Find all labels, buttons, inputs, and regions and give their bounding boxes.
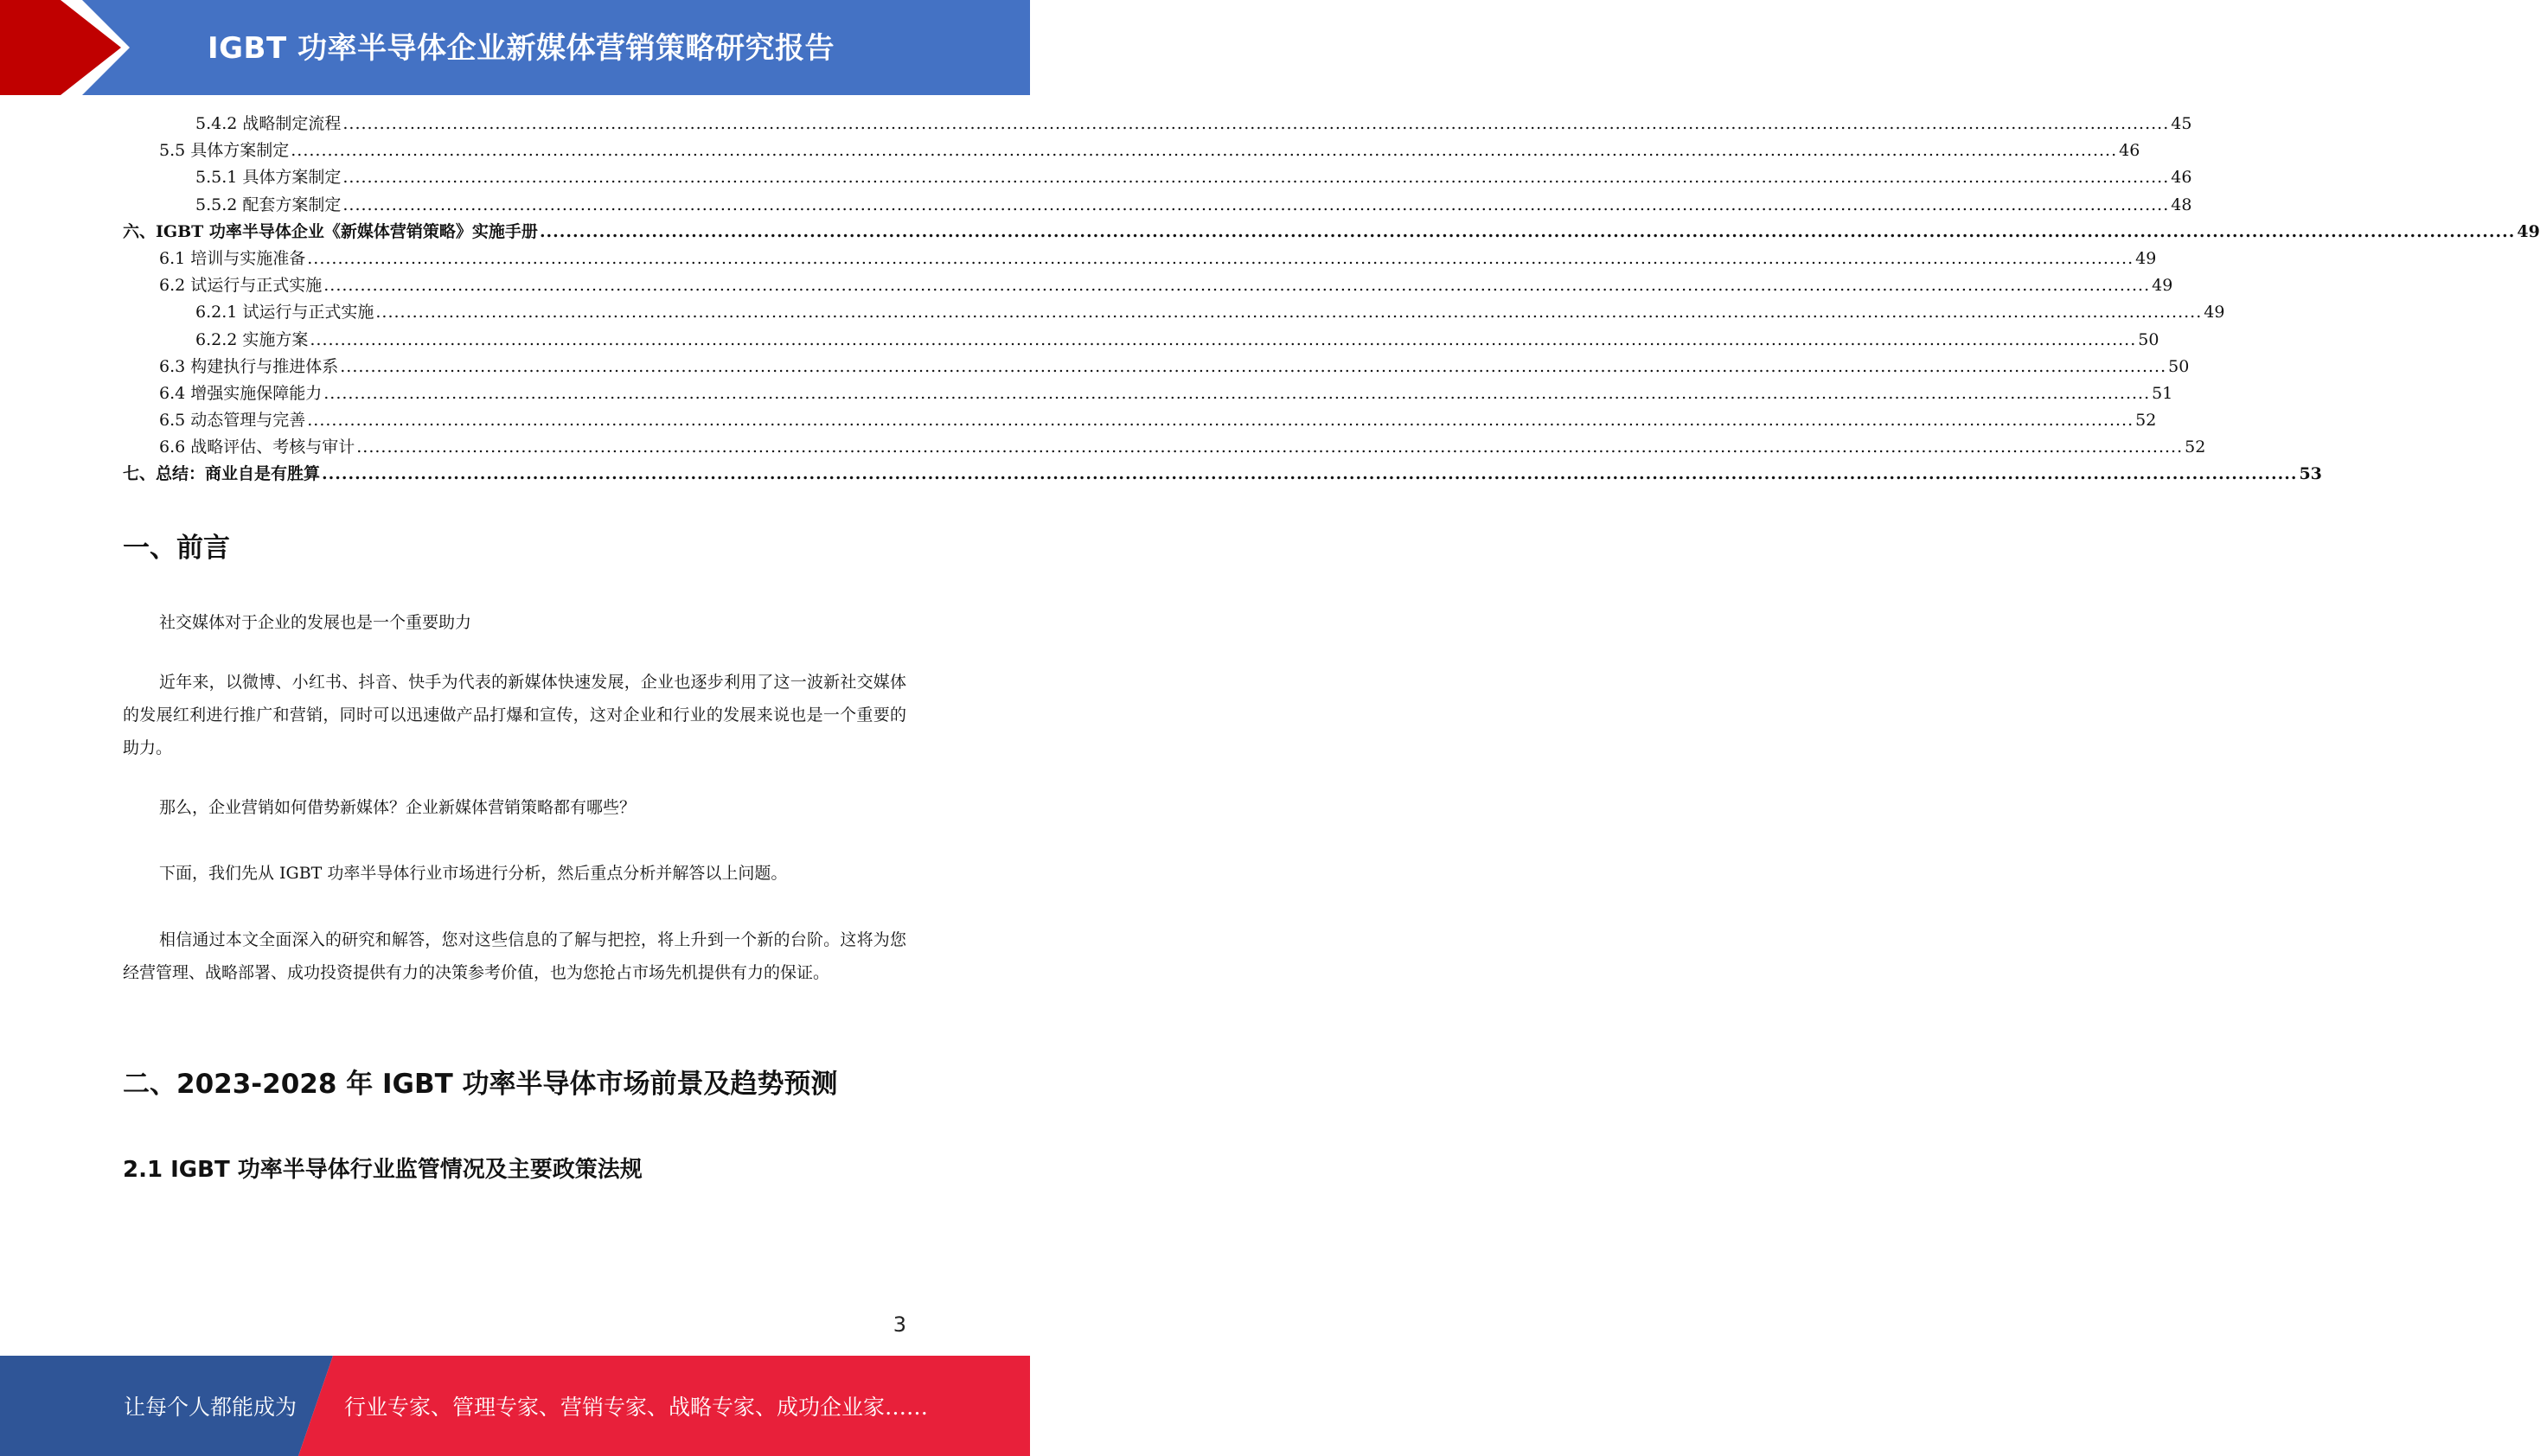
toc-entry[interactable] [123, 246, 2157, 272]
toc-entry-page: 45 [2171, 114, 2192, 133]
toc-entry-label: 5.5.2 配套方案制定 [195, 195, 342, 214]
toc-leader-dots: ............................................................................................................................................................................................................................................................................................................ [342, 195, 2170, 214]
toc-entry-label: 七、总结：商业自是有胜算 [123, 464, 321, 484]
toc-entry-page: 53 [2299, 464, 2322, 484]
toc-entry-page: 49 [2152, 276, 2173, 296]
toc-leader-dots: ............................................................................................................................................................................................................................................................................................................ [323, 383, 2151, 403]
table-of-contents [123, 111, 2540, 489]
toc-entry[interactable] [123, 192, 2192, 219]
page-number: 3 [893, 1312, 906, 1337]
paragraph: 社交媒体对于企业的发展也是一个重要助力 [159, 613, 472, 632]
toc-entry-label: 6.6 战略评估、考核与审计 [159, 437, 355, 457]
section-heading-preface: 一、前言 [123, 533, 230, 564]
toc-entry[interactable] [123, 164, 2192, 191]
toc-entry-page: 50 [2168, 356, 2190, 376]
toc-entry-page: 46 [2119, 141, 2140, 161]
toc-entry[interactable] [123, 327, 2159, 354]
toc-entry-page: 52 [2135, 411, 2157, 431]
toc-entry[interactable] [123, 380, 2173, 407]
toc-entry[interactable] [123, 111, 2192, 137]
toc-entry[interactable] [123, 137, 2140, 164]
toc-entry-page: 48 [2171, 195, 2192, 214]
toc-entry-label: 6.2 试运行与正式实施 [159, 276, 323, 296]
toc-entry[interactable] [123, 299, 2225, 326]
toc-entry-label: 5.4.2 战略制定流程 [195, 114, 342, 133]
section-heading-market-outlook: 二、2023-2028 年 IGBT 功率半导体市场前景及趋势预测 [123, 1069, 838, 1100]
toc-leader-dots: ............................................................................................................................................................................................................................................................................................................ [375, 303, 2203, 322]
toc-leader-dots: ............................................................................................................................................................................................................................................................................................................ [356, 437, 2184, 457]
toc-entry-label: 6.3 构建执行与推进体系 [159, 356, 339, 376]
toc-entry[interactable] [123, 272, 2173, 299]
toc-leader-dots: ............................................................................................................................................................................................................................................................................................................ [323, 276, 2151, 296]
toc-entry-page: 49 [2517, 221, 2540, 241]
toc-entry-page: 49 [2135, 248, 2157, 268]
toc-leader-dots: ............................................................................................................................................................................................................................................................................................................ [310, 329, 2137, 349]
page-header [0, 0, 1030, 95]
toc-leader-dots: ............................................................................................................................................................................................................................................................................................................ [342, 168, 2170, 188]
toc-leader-dots: ............................................................................................................................................................................................................................................................................................................ [307, 411, 2134, 431]
toc-entry-page: 46 [2171, 168, 2192, 188]
toc-entry-page: 49 [2204, 303, 2225, 322]
toc-entry-label: 6.2.1 试运行与正式实施 [195, 303, 374, 322]
toc-entry[interactable] [123, 434, 2206, 461]
toc-entry[interactable] [123, 461, 2322, 488]
paragraph: 那么，企业营销如何借势新媒体？企业新媒体营销策略都有哪些？ [159, 798, 637, 817]
toc-leader-dots: ............................................................................................................................................................................................................................................................................................................ [291, 141, 2118, 161]
page-footer [0, 1356, 1030, 1456]
toc-leader-dots: ............................................................................................................................................................................................................................................................................................................ [539, 221, 2516, 241]
toc-entry-label: 5.5.1 具体方案制定 [195, 168, 342, 188]
toc-entry-label: 6.1 培训与实施准备 [159, 248, 306, 268]
toc-entry-page: 50 [2138, 329, 2159, 349]
toc-entry-label: 六、IGBT 功率半导体企业《新媒体营销策略》实施手册 [123, 221, 538, 241]
toc-entry[interactable] [123, 407, 2157, 434]
toc-entry-label: 6.2.2 实施方案 [195, 329, 309, 349]
footer-slogan-right: 行业专家、管理专家、营销专家、战略专家、成功企业家…… [344, 1395, 929, 1420]
paragraph: 下面，我们先从 IGBT 功率半导体行业市场进行分析，然后重点分析并解答以上问题。 [159, 864, 788, 883]
subsection-heading: 2.1 IGBT 功率半导体行业监管情况及主要政策法规 [123, 1157, 643, 1183]
toc-leader-dots: ............................................................................................................................................................................................................................................................................................................ [340, 356, 2167, 376]
paragraph: 近年来，以微博、小红书、抖音、快手为代表的新媒体快速发展，企业也逐步利用了这一波新社交媒体的发展红利进行推广和营销，同时可以迅速做产品打爆和宣传，这对企业和行业的发展来说也是一个重要的助力。 [123, 673, 906, 757]
toc-entry[interactable] [123, 354, 2190, 380]
paragraph: 相信通过本文全面深入的研究和解答，您对这些信息的了解与把控，将上升到一个新的台阶。这将为您经营管理、战略部署、成功投资提供有力的决策参考价值，也为您抢占市场先机提供有力的保证。 [123, 930, 906, 982]
footer-slogan-left: 让每个人都能成为 [124, 1395, 298, 1420]
toc-entry-label: 6.4 增强实施保障能力 [159, 383, 323, 403]
toc-leader-dots: ............................................................................................................................................................................................................................................................................................................ [322, 464, 2298, 484]
toc-leader-dots: ............................................................................................................................................................................................................................................................................................................ [342, 114, 2170, 133]
toc-entry-page: 51 [2152, 383, 2173, 403]
toc-leader-dots: ............................................................................................................................................................................................................................................................................................................ [307, 248, 2134, 268]
toc-entry-label: 6.5 动态管理与完善 [159, 411, 306, 431]
toc-entry-label: 5.5 具体方案制定 [159, 141, 290, 161]
toc-entry[interactable] [123, 219, 2540, 246]
header-title: IGBT 功率半导体企业新媒体营销策略研究报告 [208, 31, 835, 66]
toc-entry-page: 52 [2185, 437, 2206, 457]
